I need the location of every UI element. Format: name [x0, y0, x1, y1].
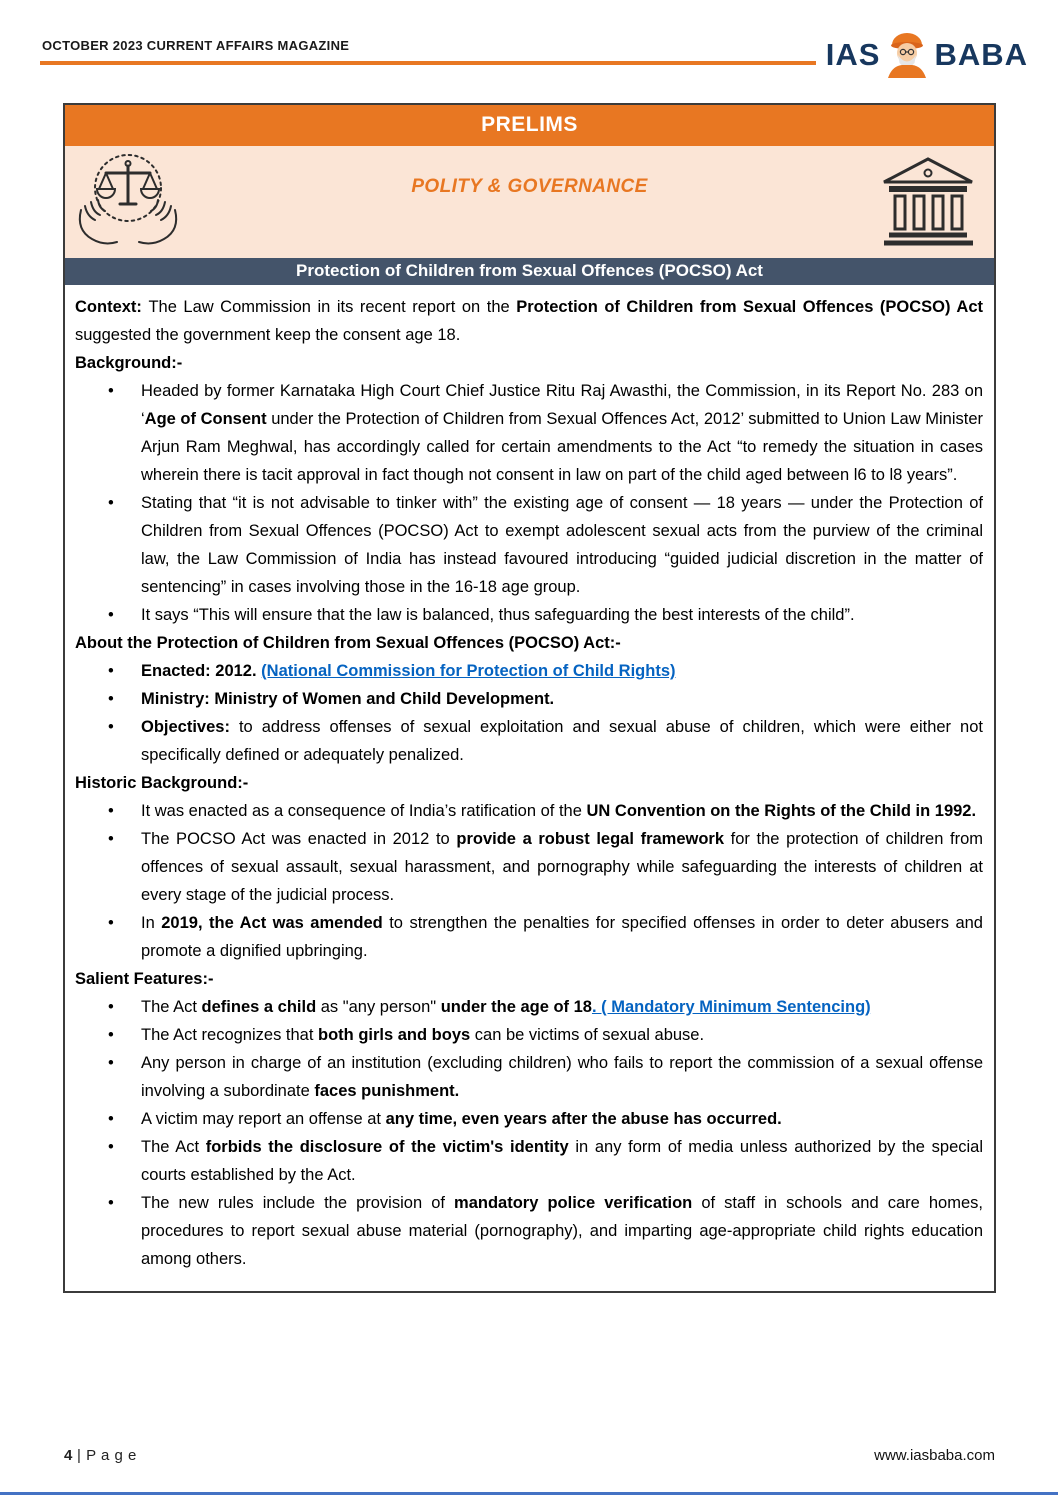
bullet-marker: • [108, 1110, 114, 1128]
bullet-marker: • [108, 382, 114, 400]
bullet-text [141, 685, 983, 713]
bullet-text [141, 1021, 983, 1049]
page-number: 4 [64, 1447, 73, 1464]
text-run: About the Protection of Children from Sexual Offences (POCSO) Act:- [75, 634, 621, 652]
text-run: The Act [141, 1138, 206, 1156]
text-run: suggested the government keep the consent age 18. [75, 326, 461, 344]
brand-logo [816, 24, 1032, 87]
bullet-text [141, 1189, 983, 1273]
bullet-item [75, 713, 983, 769]
baba-mascot-icon [885, 26, 929, 83]
content-box [63, 103, 996, 1293]
bullet-text [141, 713, 983, 769]
bullet-text [141, 909, 983, 965]
bullet-text [141, 1049, 983, 1105]
bullet-marker: • [108, 690, 114, 708]
page-suffix: | P a g e [72, 1447, 137, 1464]
bullet-item [75, 1189, 983, 1273]
bullet-text [141, 1133, 983, 1189]
bullet-text [141, 1105, 983, 1133]
text-run: Background:- [75, 354, 183, 372]
text-run: any time, even years after the abuse has occurred. [385, 1110, 782, 1128]
section-heading [75, 629, 983, 657]
bullet-item [75, 1021, 983, 1049]
prelims-banner: PRELIMS [65, 105, 994, 146]
text-run: can be victims of sexual abuse. [470, 1026, 705, 1044]
bullet-text [141, 377, 983, 489]
bullet-marker: • [108, 662, 114, 680]
footer-page-indicator [64, 1447, 137, 1464]
bullet-item [75, 1133, 983, 1189]
text-run: The POCSO Act was enacted in 2012 to [141, 830, 457, 848]
text-run: for the protection of children from offences of sexual assault, sexual harassment, and pornography while safeguarding the interests of children at every stage of the judicial process. [141, 830, 983, 904]
bullet-marker: • [108, 1138, 114, 1156]
text-run: mandatory police verification [454, 1194, 693, 1212]
bullet-item [75, 993, 983, 1021]
bullet-marker: • [108, 830, 114, 848]
text-run: The Act recognizes that [141, 1026, 319, 1044]
text-run: Age of Consent [144, 410, 267, 428]
paragraph [75, 293, 983, 349]
section-heading [75, 965, 983, 993]
bullet-marker: • [108, 998, 114, 1016]
text-run: both girls and boys [318, 1026, 471, 1044]
text-run: under the age of 18 [440, 998, 592, 1016]
text-run: The Law Commission in its recent report on the [148, 298, 517, 316]
bullet-item [75, 909, 983, 965]
text-run: The Act [141, 998, 202, 1016]
bullet-marker: • [108, 1194, 114, 1212]
text-run: UN Convention on the Rights of the Child in 1992. [586, 802, 977, 820]
text-run: to address offenses of sexual exploitation and sexual abuse of children, which were either not specifically defined or adequately penalized. [141, 718, 983, 764]
bullet-text [141, 825, 983, 909]
text-run: Enacted: 2012. [141, 662, 257, 680]
scales-of-justice-in-hands-icon [73, 148, 183, 259]
bullet-text [141, 797, 983, 825]
bullet-item [75, 657, 983, 685]
text-run: Headed by former Karnataka High Court Chief Justice Ritu Raj Awasthi, the Commission, in its Report No. 283 on ‘ [141, 382, 983, 428]
bullet-item [75, 1105, 983, 1133]
bullet-marker: • [108, 718, 114, 736]
bullet-text [141, 489, 983, 601]
logo-ias-text: IAS [825, 36, 881, 72]
bottom-divider [0, 1492, 1058, 1495]
hyperlink[interactable]: . ( Mandatory Minimum Sentencing) [591, 998, 871, 1016]
bullet-item [75, 825, 983, 909]
hyperlink[interactable]: (National Commission for Protection of Child Rights) [261, 662, 676, 680]
bullet-marker: • [108, 494, 114, 512]
section-heading [75, 349, 983, 377]
bullet-text [141, 601, 983, 629]
text-run: of staff in schools and care homes, procedures to report sexual abuse material (pornography), and imparting age-appropriate child rights education among others. [141, 1194, 983, 1268]
magazine-title: OCTOBER 2023 CURRENT AFFAIRS MAGAZINE [42, 38, 350, 53]
bullet-marker: • [108, 802, 114, 820]
text-run: as "any person" [316, 998, 441, 1016]
text-run: It was enacted as a consequence of India’s ratification of the [141, 802, 587, 820]
logo-baba-text: BABA [934, 36, 1028, 72]
text-run: defines a child [201, 998, 317, 1016]
bullet-item [75, 377, 983, 489]
text-run: in any form of media unless authorized by the special courts established by the Act. [141, 1138, 984, 1184]
bullet-marker: • [108, 606, 114, 624]
text-run: Salient Features:- [75, 970, 214, 988]
subject-banner [65, 146, 994, 258]
text-run: A victim may report an offense at [141, 1110, 386, 1128]
article-body [65, 285, 994, 1291]
text-run: It says “This will ensure that the law is balanced, thus safeguarding the best interests of the child”. [141, 606, 855, 624]
text-run: Historic Background:- [75, 774, 249, 792]
text-run: Ministry: Ministry of Women and Child Development. [141, 690, 555, 708]
government-building-icon [881, 155, 976, 252]
text-run: under the Protection of Children from Sexual Offences Act, 2012’ submitted to Union Law Minister Arjun Ram Meghwal, has accordingly called for certain amendments to the Act “to remedy the situation in cases wherein there is tacit approval in fact though not consent in law on part of the child aged between l6 to l8 years”. [141, 410, 983, 484]
bullet-item [75, 685, 983, 713]
text-run: faces punishment. [314, 1082, 460, 1100]
article-title: Protection of Children from Sexual Offences (POCSO) Act [65, 258, 994, 285]
text-run: In [141, 914, 162, 932]
bullet-marker: • [108, 1026, 114, 1044]
text-run: to strengthen the penalties for specified offenses in order to deter abusers and promote a dignified upbringing. [141, 914, 983, 960]
text-run: Any person in charge of an institution (excluding children) who fails to report the commission of a sexual offense involving a subordinate [141, 1054, 983, 1100]
text-run: 2019, the Act was amended [161, 914, 383, 932]
bullet-item [75, 489, 983, 601]
section-heading [75, 769, 983, 797]
bullet-text [141, 657, 983, 685]
bullet-item [75, 601, 983, 629]
subject-title: POLITY & GOVERNANCE [411, 176, 648, 197]
bullet-text [141, 993, 983, 1021]
bullet-item [75, 797, 983, 825]
text-run: Context: [75, 298, 149, 316]
bullet-marker: • [108, 1054, 114, 1072]
text-run: provide a robust legal framework [456, 830, 725, 848]
text-run: Protection of Children from Sexual Offences (POCSO) Act [516, 298, 983, 316]
text-run: Stating that “it is not advisable to tinker with” the existing age of consent — 18 years — under the Protection of Children from Sexual Offences (POCSO) Act to exempt adolescent sexual acts from the purview of the criminal law, the Law Commission of India has instead favoured introducing “guided judicial discretion in the matter of sentencing” in cases involving those in the 16-18 age group. [141, 494, 983, 596]
bullet-marker: • [108, 914, 114, 932]
text-run: The new rules include the provision of [141, 1194, 455, 1212]
bullet-item [75, 1049, 983, 1105]
text-run: forbids the disclosure of the victim's identity [205, 1138, 569, 1156]
footer-website[interactable]: www.iasbaba.com [874, 1447, 995, 1464]
text-run: Objectives: [141, 718, 230, 736]
